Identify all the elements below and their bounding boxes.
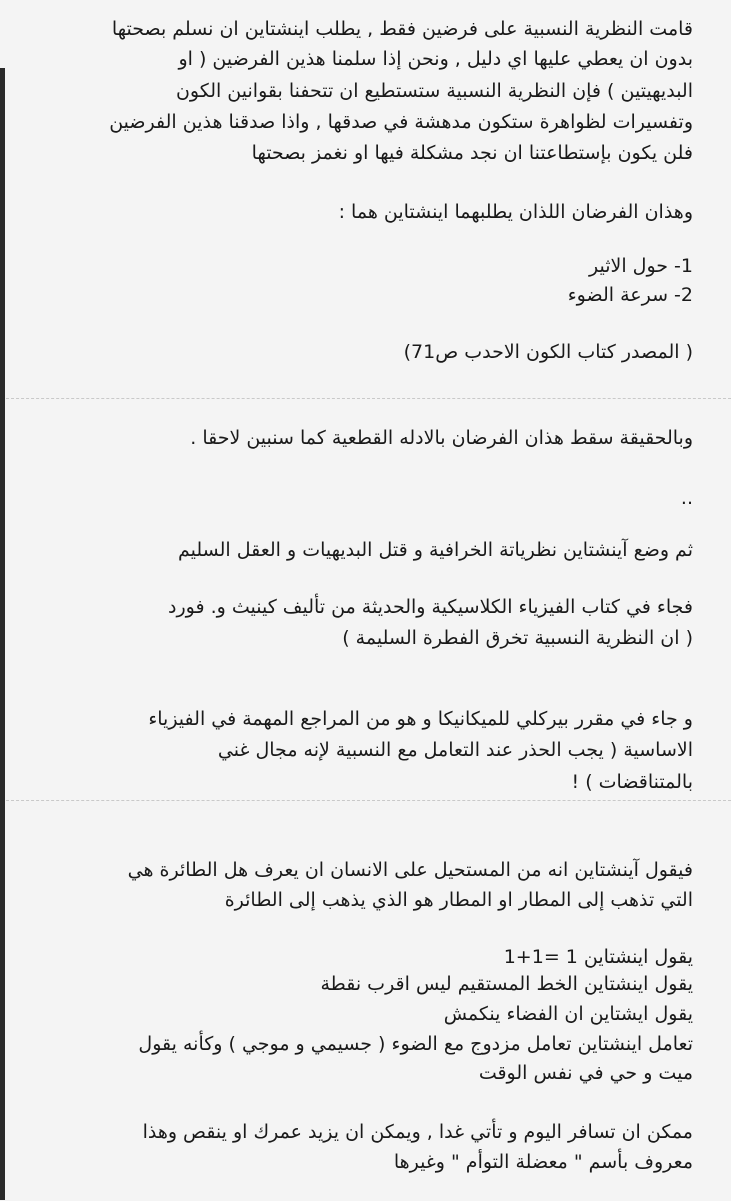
text-line: بدون ان يعطي عليها اي دليل , ونحن إذا سلمنا هذين الفرضين ( او xyxy=(178,48,693,70)
text-line: قامت النظرية النسبية على فرضين فقط , يطلب اينشتاين ان نسلم بصحتها xyxy=(111,18,693,40)
text-line: ( ان النظرية النسبية تخرق الفطرة السليمة ) xyxy=(342,627,693,649)
text-line: فجاء في كتاب الفيزياء الكلاسيكية والحديثة من تأليف كينيث و. فورد xyxy=(168,596,693,618)
source-citation: ( المصدر كتاب الكون الاحدب ص71) xyxy=(403,341,693,363)
text-line: و جاء في مقرر بيركلي للميكانيكا و هو من المراجع المهمة في الفيزياء xyxy=(148,708,693,730)
left-edge-bar xyxy=(0,68,5,1200)
text-line: وتفسيرات لظواهرة ستكون مدهشة في صدقها , واذا صدقنا هذين الفرضين xyxy=(109,111,693,133)
text-line: التي تذهب إلى المطار او المطار هو الذي يذهب إلى الطائرة xyxy=(224,889,693,911)
text-line: الاساسية ( يجب الحذر عند التعامل مع النسبية لإنه مجال غني xyxy=(217,739,693,761)
text-line: .. xyxy=(680,487,693,509)
text-line: تعامل اينشتاين تعامل مزدوج مع الضوء ( جسيمي و موجي ) وكأنه يقول xyxy=(138,1033,693,1055)
text-line: يقول اينشتاين الخط المستقيم ليس اقرب نقطة xyxy=(320,973,693,995)
text-line: وبالحقيقة سقط هذان الفرضان بالادله القطعية كما سنبين لاحقا . xyxy=(190,427,693,449)
text-line: البديهيتين ) فإن النظرية النسبية ستستطيع ان تتحفنا بقوانين الكون xyxy=(175,80,693,102)
text-line: يقول اينشتاين 1 =1+1 xyxy=(503,946,693,968)
text-line: فلن يكون بإستطاعتنا ان نجد مشكلة فيها او نغمز بصحتها xyxy=(251,142,693,164)
list-item: 2- سرعة الضوء xyxy=(567,284,693,306)
text-line: يقول ايشتاين ان الفضاء ينكمش xyxy=(443,1003,693,1025)
text-line: ممكن ان تسافر اليوم و تأتي غدا , ويمكن ان يزيد عمرك او ينقص وهذا xyxy=(142,1121,693,1143)
post-section-2 xyxy=(6,398,731,799)
text-line: بالمتناقضات ) ! xyxy=(571,771,693,793)
text-line: ثم وضع آينشتاين نظرياتة الخرافية و قتل البديهيات و العقل السليم xyxy=(178,539,693,561)
text-line: فيقول آينشتاين انه من المستحيل على الانسان ان يعرف هل الطائرة هي xyxy=(127,859,693,881)
text-line: ميت و حي في نفس الوقت xyxy=(478,1062,693,1084)
list-item: 1- حول الاثير xyxy=(588,255,693,277)
text-line: معروف بأسم " معضلة التوأم " وغيرها xyxy=(393,1151,693,1173)
text-line: وهذان الفرضان اللذان يطلبهما اينشتاين هما : xyxy=(338,201,693,223)
post-section-1 xyxy=(6,0,731,396)
post-section-3 xyxy=(6,800,731,1201)
